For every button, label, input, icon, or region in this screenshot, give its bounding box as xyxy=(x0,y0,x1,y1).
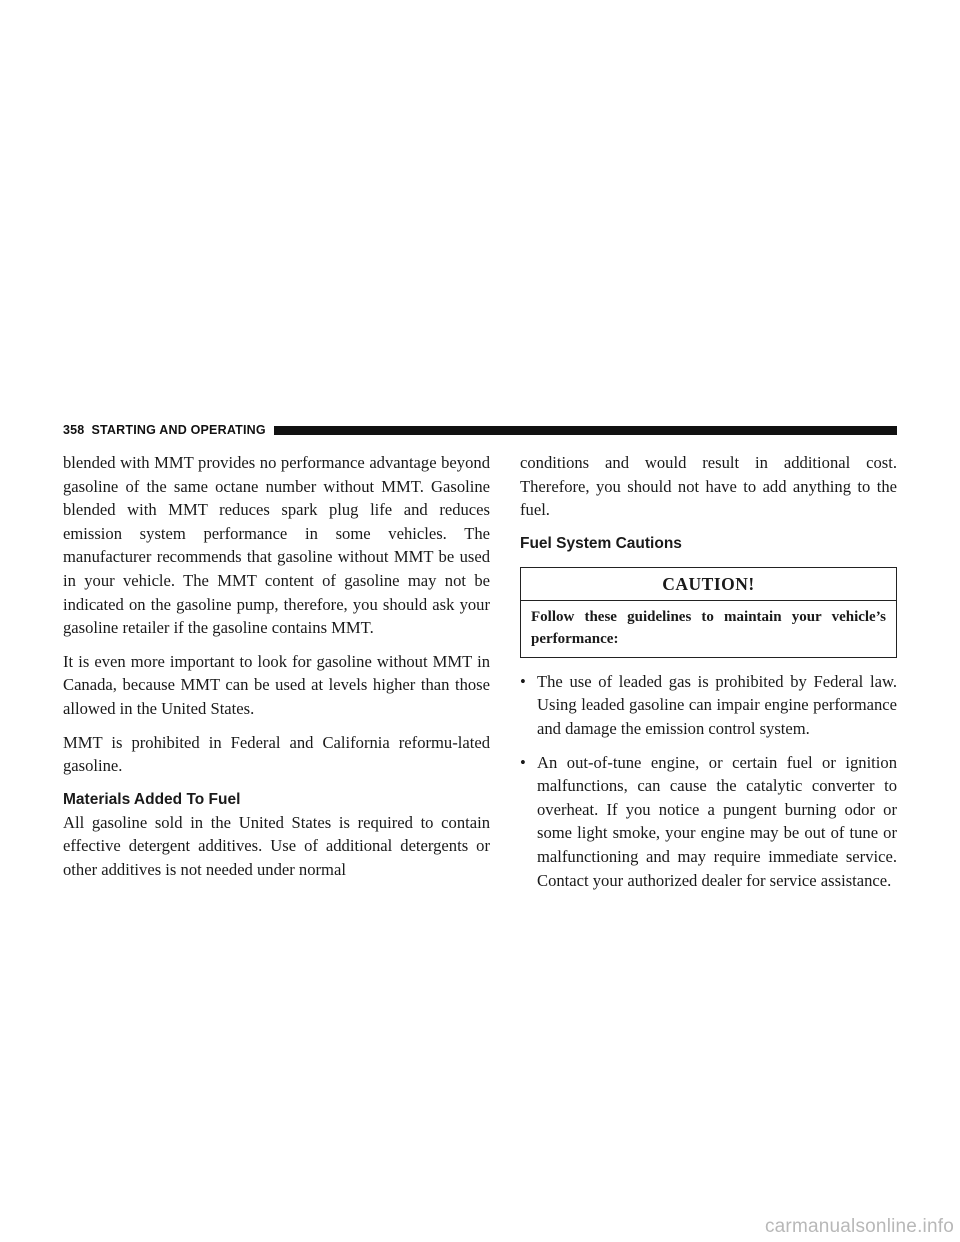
paragraph-mmt-prohibited: MMT is prohibited in Federal and California reformu-lated gasoline. xyxy=(63,732,490,776)
list-item xyxy=(520,751,897,893)
materials-heading: Materials Added To Fuel xyxy=(63,790,241,808)
list-item xyxy=(520,670,897,741)
paragraph-continuation: conditions and would result in additional cost. Therefore, you should not have to add anything to the fuel. xyxy=(520,453,897,520)
page-header xyxy=(63,421,897,439)
paragraph-mmt-advantage: blended with MMT provides no performance advantage beyond gasoline of the same octane number without MMT. Gasoline blended with MMT reduces spark plug life and reduces emission system performance in some vehicles. The manufacturer recommends that gasoline without MMT be used in your vehicle. The MMT content of gasoline may not be indicated on the gasoline pump, therefore, you should ask your gasoline retailer if the gasoline contains MMT. xyxy=(63,453,490,638)
left-column xyxy=(63,451,490,892)
header-rule xyxy=(274,426,897,435)
cautions-heading: Fuel System Cautions xyxy=(520,534,682,552)
right-column xyxy=(520,451,897,902)
bullet-text: The use of leaded gas is prohibited by Federal law. Using leaded gasoline can impair engine performance and damage the emission control system. xyxy=(537,671,897,738)
watermark: carmanualsonline.info xyxy=(764,1216,954,1237)
bullet-icon: • xyxy=(520,752,526,772)
paragraph-mmt-canada: It is even more important to look for gasoline without MMT in Canada, because MMT can be used at levels higher than those allowed in the United States. xyxy=(63,651,490,718)
bullet-text: An out-of-tune engine, or certain fuel or ignition malfunctions, can cause the catalytic converter to overheat. If you notice a pungent burning odor or some light smoke, your engine may be out of tune or malfunctioning and may require immediate service. Contact your authorized dealer for service assistance. xyxy=(537,752,897,890)
caution-body: Follow these guidelines to maintain your vehicle’s performance: xyxy=(531,608,886,647)
section-title: STARTING AND OPERATING xyxy=(91,423,266,437)
caution-bullet-list xyxy=(520,670,897,892)
caution-box xyxy=(520,567,897,658)
caution-title: CAUTION! xyxy=(521,568,896,601)
page-number: 358 xyxy=(63,423,85,437)
bullet-icon: • xyxy=(520,671,526,691)
paragraph-materials: All gasoline sold in the United States is required to contain effective detergent additives. Use of additional detergents or other additives is not needed under normal xyxy=(63,812,490,879)
